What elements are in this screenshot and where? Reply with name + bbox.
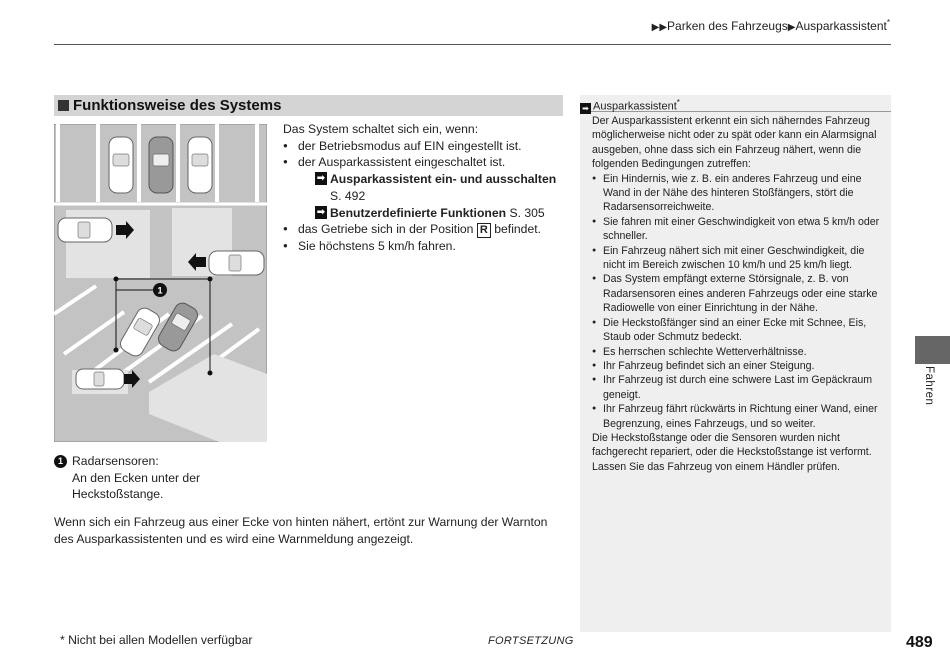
sidebar-intro: Der Ausparkassistent erkennt ein sich näherndes Fahrzeug möglicherweise nicht oder zu spät oder kann ein Alarmsignal ausgeben, ohne dass sich ein Fahrzeug nähert, wenn die folgenden Bedingungen zutreffen: bbox=[592, 115, 877, 171]
condition-item: ● der Betriebsmodus auf EIN eingestellt ist. bbox=[283, 138, 573, 155]
sidebar-item: ● Ein Hindernis, wie z. B. ein anderes Fahrzeug und eine Wand in der Nähe des hinteren Stoßfängers, stört die Radarsensorreichweite. bbox=[592, 172, 884, 215]
sidebar-item: ● Ihr Fahrzeug ist durch eine schwere Last im Gepäckraum geneigt. bbox=[592, 373, 884, 402]
sidebar-outro: Die Heckstoßstange oder die Sensoren wurden nicht fachgerecht repariert, oder die Heckstoßstange ist verformt. Lassen Sie das Fahrzeug von einem Händler prüfen. bbox=[592, 431, 872, 473]
caption-line: An den Ecken unter der bbox=[72, 470, 201, 485]
warning-paragraph: Wenn sich ein Fahrzeug aus einer Ecke von hinten nähert, ertönt zur Warnung der Warnton des Ausparkassistenten und es wird eine Warnmeldung angezeigt. bbox=[54, 515, 548, 546]
sidebar-item: ● Es herrschen schlechte Wetterverhältnisse. bbox=[592, 345, 884, 359]
reference-page: S. 492 bbox=[330, 188, 366, 203]
sidebar-body bbox=[592, 114, 884, 474]
condition-item: ● Sie höchstens 5 km/h fahren. bbox=[283, 238, 573, 255]
note-arrow-icon: ➡ bbox=[580, 103, 591, 114]
condition-item: ● das Getriebe sich in der Position R befindet. bbox=[283, 221, 573, 238]
top-parked-cars bbox=[109, 137, 212, 193]
chapter-tab-label[interactable]: Fahren bbox=[923, 366, 935, 406]
conditions-intro: Das System schaltet sich ein, wenn: bbox=[283, 122, 479, 136]
section-heading bbox=[54, 95, 563, 116]
sidebar-item: ● Ein Fahrzeug nähert sich mit einer Geschwindigkeit, die nicht im Bereich zwischen 10 km/h und 25 km/h liegt. bbox=[592, 244, 884, 273]
reference-page: S. 305 bbox=[509, 205, 545, 220]
sidebar-title: Ausparkassistent bbox=[593, 100, 677, 113]
sidebar-item: ● Die Heckstoßfänger sind an einer Ecke mit Schnee, Eis, Staub oder Schmutz bedeckt. bbox=[592, 316, 884, 345]
caption-line: Heckstoßstange. bbox=[72, 487, 164, 502]
sidebar-heading: ➡ Ausparkassistent* bbox=[580, 95, 891, 112]
header-divider bbox=[54, 44, 891, 45]
chapter-tab[interactable] bbox=[915, 336, 950, 364]
square-bullet-icon bbox=[58, 100, 69, 111]
sensor-marker-label: 1 bbox=[157, 285, 163, 296]
cross-reference[interactable] bbox=[283, 205, 573, 222]
page-number: 489 bbox=[906, 634, 933, 651]
sidebar-item: ● Ihr Fahrzeug fährt rückwärts in Richtung einer Wand, einer Begrenzung, eines Fahrzeugs, und so weiter. bbox=[592, 402, 884, 431]
reference-title[interactable]: Ausparkassistent ein- und ausschalten bbox=[330, 172, 557, 187]
gear-r-icon: R bbox=[477, 223, 491, 238]
sidebar-item: ● Das System empfängt externe Störsignale, z. B. von Radarsensoren eines anderen Fahrzeugs oder eine starke Radiowelle von einer Einrichtung in der Nähe. bbox=[592, 272, 884, 315]
footnote: * Nicht bei allen Modellen verfügbar bbox=[60, 633, 253, 647]
reference-arrow-icon: ➡ bbox=[316, 206, 326, 218]
activation-conditions bbox=[283, 121, 573, 255]
condition-item: ● der Ausparkassistent eingeschaltet ist. bbox=[283, 154, 573, 171]
caption-number: 1 bbox=[54, 455, 67, 468]
diagram-caption bbox=[54, 453, 274, 503]
arrow-icon: ▶ bbox=[787, 22, 796, 33]
sidebar-item: ● Sie fahren mit einer Geschwindigkeit von etwa 5 km/h oder schneller. bbox=[592, 215, 884, 244]
cross-reference[interactable] bbox=[283, 171, 573, 204]
caption-line: Radarsensoren: bbox=[72, 454, 159, 468]
reference-arrow-icon: ➡ bbox=[316, 173, 326, 185]
continuation-label: FORTSETZUNG bbox=[488, 635, 574, 647]
parking-diagram bbox=[54, 124, 267, 442]
section-title: Funktionsweise des Systems bbox=[73, 97, 282, 114]
breadcrumb-item-ausparkassistent[interactable]: Ausparkassistent bbox=[795, 19, 887, 33]
reference-title[interactable]: Benutzerdefinierte Funktionen bbox=[330, 205, 507, 220]
sidebar-item: ● Ihr Fahrzeug befindet sich an einer Steigung. bbox=[592, 359, 884, 373]
asterisk: * bbox=[886, 18, 890, 27]
double-arrow-icon: ▶▶ bbox=[651, 22, 668, 33]
breadcrumb-item-parken[interactable]: Parken des Fahrzeugs bbox=[667, 19, 788, 33]
breadcrumb bbox=[652, 18, 890, 33]
